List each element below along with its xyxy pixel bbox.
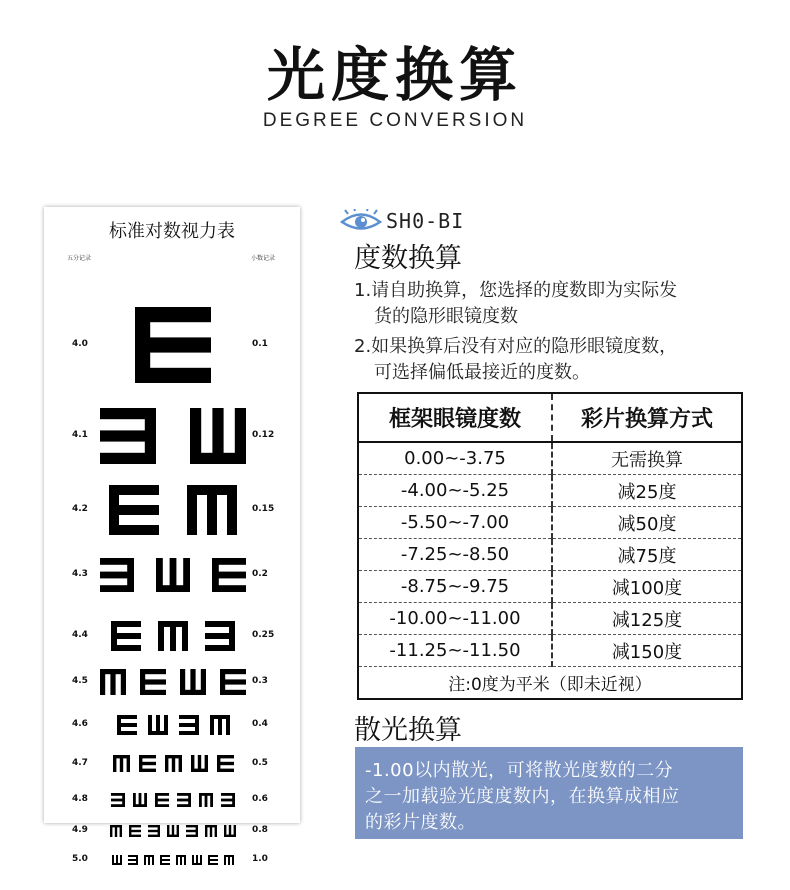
tumbling-e-optotype <box>148 715 168 735</box>
eye-chart-row <box>44 755 300 772</box>
table-cell-range: -7.25~-8.50 <box>358 539 552 571</box>
eye-chart-row <box>44 621 300 651</box>
table-row <box>358 539 742 571</box>
table-cell-method: 减100度 <box>552 571 742 603</box>
tumbling-e-optotype <box>217 755 234 772</box>
acuity-decimal-value: 0.3 <box>252 676 268 686</box>
acuity-5point-value: 4.4 <box>72 630 88 640</box>
tumbling-e-optotype <box>210 715 230 735</box>
table-cell-method: 减25度 <box>552 475 742 507</box>
tumbling-e-optotype <box>224 855 234 865</box>
tumbling-e-optotype <box>177 793 191 807</box>
table-cell-range: -8.75~-9.75 <box>358 571 552 603</box>
table-cell-range: -11.25~-11.50 <box>358 635 552 667</box>
table-row <box>358 571 742 603</box>
acuity-decimal-value: 0.15 <box>252 504 275 514</box>
instruction-1-line2: 货的隐形眼镜度数 <box>374 306 518 327</box>
tumbling-e-optotype <box>109 485 159 535</box>
tumbling-e-optotype <box>113 755 130 772</box>
acuity-5point-value: 4.3 <box>72 569 88 579</box>
astigmatism-line-1: -1.00以内散光，可将散光度数的二分 <box>365 760 674 781</box>
table-cell-method: 减150度 <box>552 635 742 667</box>
tumbling-e-optotype <box>176 855 186 865</box>
acuity-5point-value: 4.2 <box>72 504 88 514</box>
table-header-method: 彩片换算方式 <box>552 393 742 442</box>
table-row <box>358 442 742 475</box>
section-heading-degree: 度数换算 <box>354 243 462 274</box>
section-heading-astigmatism: 散光换算 <box>354 715 462 746</box>
table-header-frame: 框架眼镜度数 <box>358 393 552 442</box>
table-cell-range: -4.00~-5.25 <box>358 475 552 507</box>
eye-chart-row <box>44 669 300 695</box>
tumbling-e-optotype <box>111 793 125 807</box>
right-scale-header: 小数记录 <box>250 255 275 262</box>
instruction-2-line2: 可选择偏低最接近的度数。 <box>374 362 590 383</box>
eye-chart-row <box>44 307 300 383</box>
acuity-decimal-value: 0.25 <box>252 630 275 640</box>
tumbling-e-optotype <box>165 755 182 772</box>
acuity-5point-value: 4.6 <box>72 719 88 729</box>
eye-chart-row <box>44 793 300 807</box>
tumbling-e-optotype <box>192 855 202 865</box>
tumbling-e-optotype <box>208 855 218 865</box>
tumbling-e-optotype <box>128 855 138 865</box>
tumbling-e-optotype <box>187 485 237 535</box>
tumbling-e-optotype <box>180 669 206 695</box>
optotype-group <box>100 621 246 651</box>
tumbling-e-optotype <box>133 793 147 807</box>
tumbling-e-optotype <box>160 855 170 865</box>
optotype-group <box>100 485 246 535</box>
acuity-5point-value: 4.5 <box>72 676 88 686</box>
acuity-decimal-value: 0.8 <box>252 825 268 835</box>
tumbling-e-optotype <box>148 825 160 837</box>
instruction-1 <box>354 278 754 330</box>
tumbling-e-optotype <box>111 621 141 651</box>
optotype-group <box>100 755 246 772</box>
tumbling-e-optotype <box>135 307 211 383</box>
table-cell-method: 减50度 <box>552 507 742 539</box>
tumbling-e-optotype <box>117 715 137 735</box>
eye-chart <box>44 207 300 864</box>
instruction-2-line1: 2.如果换算后没有对应的隐形眼镜度数， <box>354 336 678 357</box>
tumbling-e-optotype <box>167 825 179 837</box>
table-cell-method: 减75度 <box>552 539 742 571</box>
tumbling-e-optotype <box>190 405 246 467</box>
astigmatism-line-2: 之一加载验光度度数内，在换算成相应 <box>365 786 680 807</box>
tumbling-e-optotype <box>144 855 154 865</box>
eye-icon <box>340 209 382 233</box>
optotype-group <box>100 669 246 695</box>
acuity-decimal-value: 0.6 <box>252 794 268 804</box>
tumbling-e-optotype <box>179 715 199 735</box>
optotype-group <box>100 555 246 595</box>
tumbling-e-optotype <box>129 825 141 837</box>
brand <box>340 208 464 234</box>
eye-chart-row <box>44 715 300 735</box>
table-cell-range: -5.50~-7.00 <box>358 507 552 539</box>
acuity-decimal-value: 0.4 <box>252 719 268 729</box>
acuity-5point-value: 4.8 <box>72 794 88 804</box>
tumbling-e-optotype <box>220 669 246 695</box>
tumbling-e-optotype <box>191 755 208 772</box>
optotype-group <box>100 825 246 837</box>
optotype-group <box>100 405 246 467</box>
tumbling-e-optotype <box>221 793 235 807</box>
optotype-group <box>100 307 246 383</box>
tumbling-e-optotype <box>139 755 156 772</box>
tumbling-e-optotype <box>100 669 126 695</box>
table-row <box>358 475 742 507</box>
eye-chart-row <box>44 825 300 837</box>
eye-chart-row <box>44 405 300 467</box>
tumbling-e-optotype <box>100 405 156 467</box>
table-row <box>358 635 742 667</box>
eye-chart-row <box>44 485 300 535</box>
acuity-decimal-value: 0.2 <box>252 569 268 579</box>
tumbling-e-optotype <box>212 555 246 595</box>
conversion-table <box>357 392 743 700</box>
tumbling-e-optotype <box>156 555 190 595</box>
tumbling-e-optotype <box>112 855 122 865</box>
acuity-5point-value: 4.0 <box>72 339 88 349</box>
tumbling-e-optotype <box>199 793 213 807</box>
left-scale-header: 五分记录 <box>66 255 91 262</box>
tumbling-e-optotype <box>110 825 122 837</box>
optotype-group <box>100 715 246 735</box>
tumbling-e-optotype <box>224 825 236 837</box>
tumbling-e-optotype <box>205 621 235 651</box>
table-cell-range: -10.00~-11.00 <box>358 603 552 635</box>
tumbling-e-optotype <box>158 621 188 651</box>
acuity-5point-value: 4.1 <box>72 430 88 440</box>
astigmatism-note-box <box>355 747 743 839</box>
brand-name: SH0-BI <box>386 209 465 233</box>
eye-chart-row <box>44 555 300 595</box>
page-subtitle: DEGREE CONVERSION <box>262 110 528 131</box>
acuity-5point-value: 4.9 <box>72 825 88 835</box>
acuity-decimal-value: 0.12 <box>252 430 275 440</box>
instruction-1-line1: 1.请自助换算，您选择的度数即为实际发 <box>354 280 678 301</box>
acuity-5point-value: 5.0 <box>72 854 88 864</box>
table-note: 注:0度为平米（即未近视） <box>358 667 742 700</box>
acuity-decimal-value: 0.1 <box>252 339 268 349</box>
astigmatism-line-3: 的彩片度数。 <box>365 812 476 833</box>
tumbling-e-optotype <box>100 555 134 595</box>
eye-chart-row <box>44 855 300 865</box>
acuity-decimal-value: 1.0 <box>252 854 268 864</box>
tumbling-e-optotype <box>140 669 166 695</box>
optotype-group <box>100 793 246 807</box>
table-cell-method: 无需换算 <box>611 449 683 471</box>
table-row <box>358 507 742 539</box>
table-note-row <box>358 667 742 700</box>
instruction-2 <box>354 334 754 386</box>
eye-chart-title: 标准对数视力表 <box>109 221 235 242</box>
page-title: 光度换算 <box>266 41 523 109</box>
optotype-group <box>100 855 246 865</box>
table-cell-method: 减125度 <box>552 603 742 635</box>
tumbling-e-optotype <box>205 825 217 837</box>
tumbling-e-optotype <box>186 825 198 837</box>
table-cell-range: 0.00~-3.75 <box>358 442 552 475</box>
acuity-decimal-value: 0.5 <box>252 757 268 768</box>
tumbling-e-optotype <box>155 793 169 807</box>
table-row <box>358 603 742 635</box>
acuity-5point-value: 4.7 <box>72 757 88 768</box>
